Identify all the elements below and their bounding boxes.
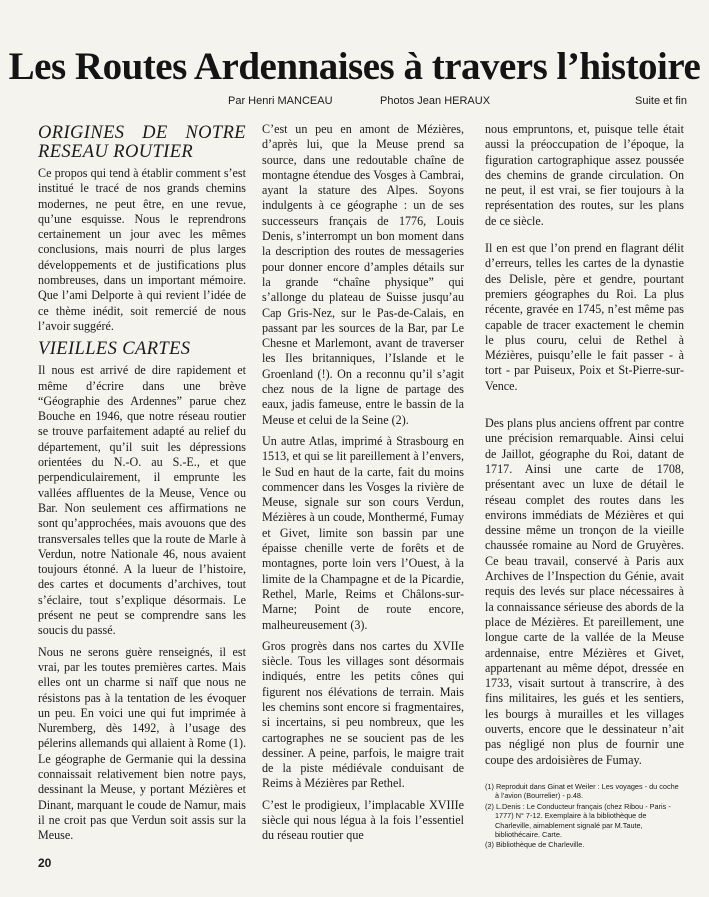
footnote-1: (1) Reproduit dans Ginat et Weiler : Les voyages - du coche à l’avion (Bourrelier) - p.48.	[485, 781, 679, 801]
column-1	[38, 122, 246, 849]
paragraph: Des plans plus anciens offrent par contre une précision remarquable. Ainsi celui de Jaillot, géographe du Roi, datant de 1717. Ainsi une carte de 1708, présentant avec un luxe de détail le réseau complet des routes dans les environs immédiats de Mézières et qui dessine même un tronçon de la vieille chaussée romaine au Nord de Gruyères. Ce beau travail, conservé à Paris aux Archives de l’Inspection du Génie, avait requis des levés sur place nécessaires à la connaissance sérieuse des abords de la place de Mézières. Et pareillement, une longue carte de la vallée de la Meuse ardennaise, entre Mézières et Givet, appartenant au même dépot, dressée en 1733, visait surtout à transcrire, à des fins militaires, les gués et les sentiers, les bourgs à murailles et les villages ouverts, encore que le dessinateur n’ait pas négligé non plus de fournir une coupe des ardoisières de Fumay.	[485, 416, 684, 767]
paragraph: Gros progrès dans nos cartes du XVIIe siècle. Tous les villages sont désormais indiqués, entre les petits cônes qui figurent nos élévations de terrain. Mais les chemins sont encore si fragmentaires, si incertains, si peu nombreux, que les cartographes ne se soucient pas de les dessiner. A peine, parfois, le maigre trait de la piste médiévale conduisant de Reims à Mézières par Rethel.	[262, 638, 464, 791]
heading-origines: ORIGINES DE NOTRE RESEAU ROUTIER	[38, 123, 246, 162]
paragraph: C’est le prodigieux, l’implacable XVIIIe siècle qui nous légua à la fois l’essentiel du réseau routier que	[262, 797, 464, 843]
column-2	[262, 122, 464, 850]
article-title: Les Routes Ardennaises à travers l’histoire	[8, 45, 701, 88]
footnote-2: (2) L.Denis : Le Conducteur français (chez Ribou - Paris - 1777) N° 7-12. Exemplaire à la bibliothèque de Charleville, aimablement signalé par M.Taute, bibliothécaire. Carte.	[485, 801, 671, 839]
author-credit: Par Henri MANCEAU	[228, 95, 333, 107]
paragraph: Nous ne serons guère renseignés, il est vrai, par les toutes premières cartes. Mais elles ont un charme si naïf que nous ne résistons pas à la tentation de les évoquer un peu. En voici une qui fut imprimée à Nuremberg, dès 1492, à l’usage des pélerins allemands qui allaient à Rome (1). Le géographe de Germanie qui la dessina connaissait relativement bien notre pays, dessinant la Meuse, y portant Mézières et Dinant, marquant le coude de Namur, mais il ne croit pas que Verdun soit assis sur la Meuse.	[38, 644, 246, 843]
paragraph: nous empruntons, et, puisque telle était aussi la préoccupation de l’époque, la figuration cartographique assez poussée des chemins de grande circulation. On ne peut, il est vrai, se fier toujours à la représentation des routes, sur les plans de ce siècle.	[485, 122, 684, 228]
photo-credit: Photos Jean HERAUX	[380, 95, 491, 107]
paragraph: Ce propos qui tend à établir comment s’est institué le tracé de nos grands chemins modernes, ne peut être, en une revue, qu’une esquisse. Nous le reprendrons certainement un jour avec les mêmes conclusions, mais nourri de plus larges développements et de justifications plus nombreuses, dans un important mémoire. Que l’ami Delporte à qui revient l’idée de ce thème inédit, soit remercié de nous l’avoir suggéré.	[38, 166, 246, 333]
continuation-note: Suite et fin	[635, 95, 687, 107]
paragraph: Il nous est arrivé de dire rapidement et même d’écrire dans une brève “Géographie des Ardennes” parue chez Bouche en 1946, que notre réseau routier se trouve parfaitement adapté au relief du département, qu’il suit les dépressions orientées du N.-O. au S.-E., et que perpendiculairement, il emprunte les vallées affluentes de la Meuse, Vence ou Bar. Non seulement ces affirmations ne sont qu’approchées, mais avouons que des transversales telles que la route de Marle à Verdun, notre Nationale 46, nous avaient toujours étonné. A la lueur de l’histoire, des cartes et documents d’archives, tout s’éclaire, tout s’explique désormais. Le présent ne peut se comprendre sans les soucis du passé.	[38, 363, 246, 638]
paragraph: Un autre Atlas, imprimé à Strasbourg en 1513, et qui se lit pareillement à l’envers, le Sud en haut de la carte, fait du moins commencer dans les Vosges la rivière de Meuse, signale sur son cours Verdun, Mézières à un coude, Monthermé, Fumay et Givet, limite son bassin par une épaisse chenille verte de forêts et de montagnes, porte loin vers l’Ouest, à la limite de la Champagne et de la Picardie, Rethel, Marle, Reims et Châlons-sur-Marne; Point de route encore, malheureusement (3).	[262, 433, 464, 632]
footnote-3: (3) Bibliothèque de Charleville.	[485, 840, 585, 850]
paragraph: Il en est que l’on prend en flagrant délit d’erreurs, telles les cartes de la dynastie des Delisle, père et gendre, pourtant premiers géographes du Roi. La plus récente, gravée en 1745, n’est même pas capable de tracer exactement le chemin le plus couru, celui de Rethel à Mézières, puisqu’elle le fait passer - à tort - par Puiseux, Poix et St-Pierre-sur-Vence.	[485, 241, 684, 393]
column-3	[485, 122, 684, 851]
page-number: 20	[38, 856, 52, 870]
footnotes	[485, 782, 684, 850]
heading-vieilles-cartes: VIEILLES CARTES	[38, 339, 191, 360]
paragraph: C’est un peu en amont de Mézières, d’après lui, que la Meuse prend sa source, dans une redoutable chaîne de montagne étendue des Vosges à Cambrai, ayant la stature des Alpes. Soyons indulgents à ce géographe : un de ses successeurs français de 1776, Louis Denis, s’interrompt un bon moment dans la description des routes de messageries pour donner encore d’amples détails sur la grande “chaîne physique” qui s’allonge du plateau de Suisse jusqu’au Cap Gris-Nez, sur le Pas-de-Calais, en passant par les sources de la Bar, par Le Chesne et Marlemont, avant de traverser les Iles britanniques, l’Islande et le Groenland (!). On a reconnu qu’il s’agit chez nous de la ligne de partage des eaux, jadis fameuse, entre le bassin de la Meuse et celui de la Seine (2).	[262, 122, 464, 427]
byline	[0, 95, 709, 109]
